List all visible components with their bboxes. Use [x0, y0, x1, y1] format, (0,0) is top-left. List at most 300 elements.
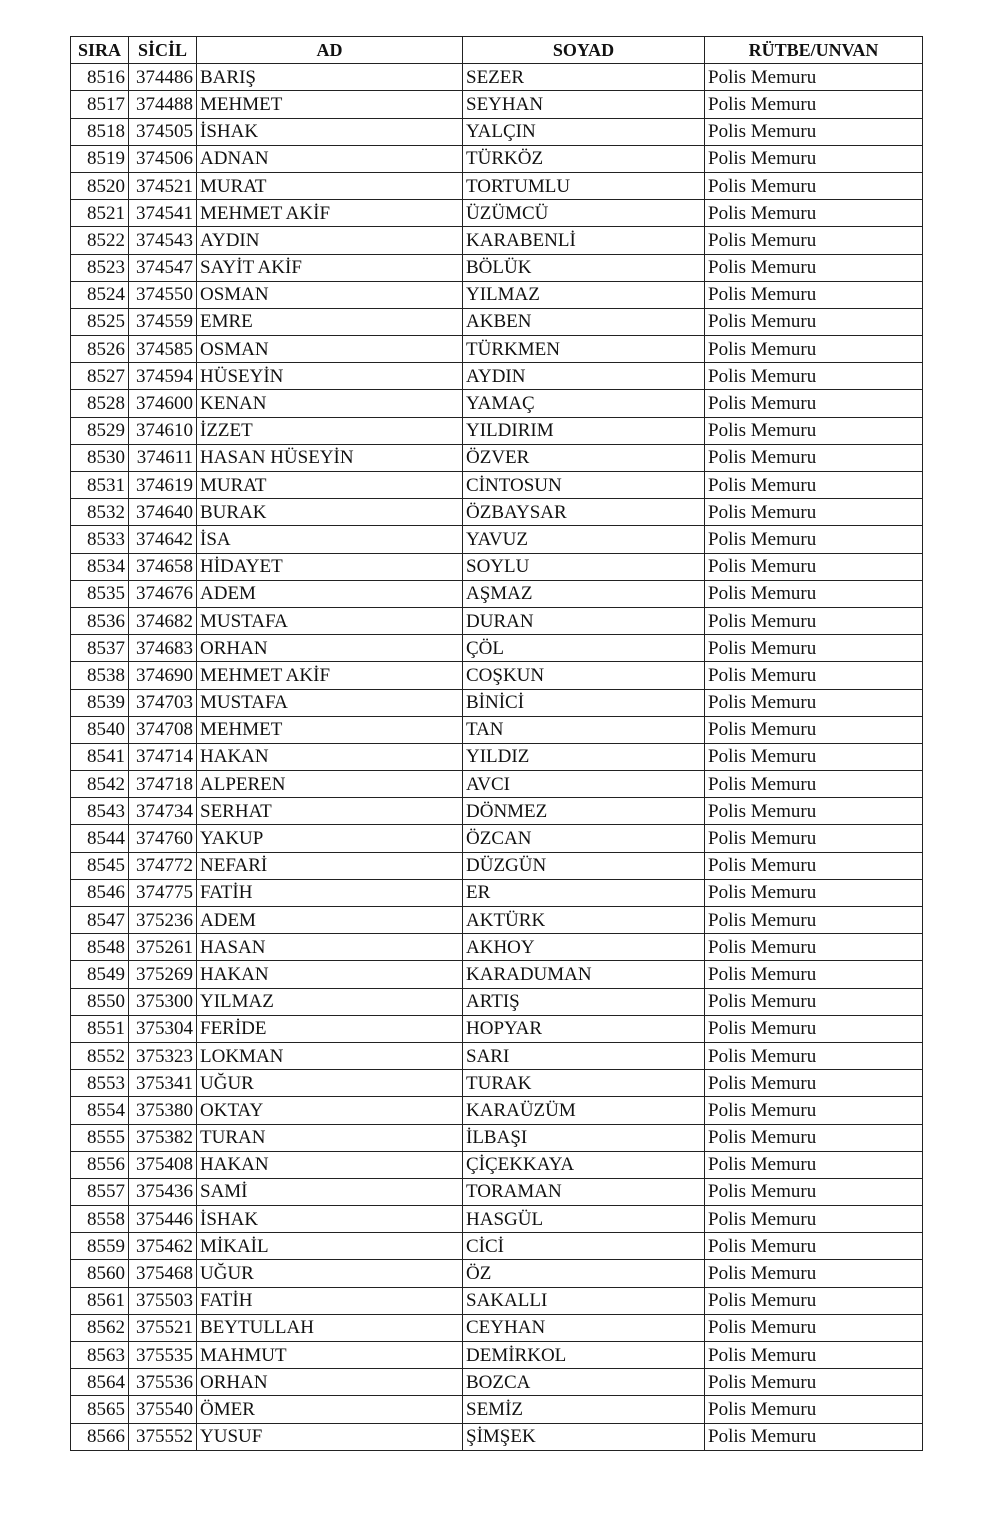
cell-sicil: 374775 — [129, 879, 197, 906]
cell-sicil: 375261 — [129, 934, 197, 961]
cell-soyad: YAMAÇ — [463, 390, 705, 417]
cell-soyad: YILDIZ — [463, 743, 705, 770]
cell-rutbe: Polis Memuru — [705, 662, 923, 689]
cell-rutbe: Polis Memuru — [705, 580, 923, 607]
cell-sicil: 374486 — [129, 64, 197, 91]
cell-rutbe: Polis Memuru — [705, 1015, 923, 1042]
cell-sicil: 375236 — [129, 907, 197, 934]
cell-soyad: AKTÜRK — [463, 907, 705, 934]
cell-soyad: YALÇIN — [463, 118, 705, 145]
cell-ad: BEYTULLAH — [197, 1314, 463, 1341]
table-row — [71, 879, 923, 906]
cell-soyad: DÜZGÜN — [463, 852, 705, 879]
cell-sicil: 374611 — [129, 444, 197, 471]
cell-sira: 8523 — [71, 254, 129, 281]
cell-rutbe: Polis Memuru — [705, 771, 923, 798]
cell-ad: MUSTAFA — [197, 607, 463, 634]
cell-ad: MURAT — [197, 172, 463, 199]
cell-sicil: 375323 — [129, 1042, 197, 1069]
cell-rutbe: Polis Memuru — [705, 1287, 923, 1314]
table-row — [71, 689, 923, 716]
table-row — [71, 1124, 923, 1151]
table-row — [71, 907, 923, 934]
header-ad: AD — [197, 37, 463, 64]
cell-sicil: 374772 — [129, 852, 197, 879]
cell-soyad: YAVUZ — [463, 526, 705, 553]
cell-sira: 8516 — [71, 64, 129, 91]
table-header — [71, 37, 923, 64]
cell-ad: İZZET — [197, 417, 463, 444]
cell-soyad: KARADUMAN — [463, 961, 705, 988]
cell-ad: HİDAYET — [197, 553, 463, 580]
cell-soyad: ÇÖL — [463, 635, 705, 662]
cell-ad: MEHMET AKİF — [197, 662, 463, 689]
cell-ad: ORHAN — [197, 635, 463, 662]
table-row — [71, 336, 923, 363]
cell-rutbe: Polis Memuru — [705, 1124, 923, 1151]
cell-soyad: CİNTOSUN — [463, 472, 705, 499]
table-row — [71, 499, 923, 526]
cell-rutbe: Polis Memuru — [705, 499, 923, 526]
cell-sicil: 375446 — [129, 1206, 197, 1233]
cell-sicil: 374734 — [129, 798, 197, 825]
cell-soyad: ÇİÇEKKAYA — [463, 1151, 705, 1178]
table-row — [71, 390, 923, 417]
cell-rutbe: Polis Memuru — [705, 1260, 923, 1287]
cell-rutbe: Polis Memuru — [705, 172, 923, 199]
cell-ad: HAKAN — [197, 1151, 463, 1178]
header-soyad: SOYAD — [463, 37, 705, 64]
cell-rutbe: Polis Memuru — [705, 1070, 923, 1097]
cell-ad: ALPEREN — [197, 771, 463, 798]
cell-sicil: 375382 — [129, 1124, 197, 1151]
cell-sira: 8538 — [71, 662, 129, 689]
cell-rutbe: Polis Memuru — [705, 1396, 923, 1423]
cell-sicil: 375468 — [129, 1260, 197, 1287]
cell-sicil: 375521 — [129, 1314, 197, 1341]
cell-rutbe: Polis Memuru — [705, 1097, 923, 1124]
table-row — [71, 1178, 923, 1205]
cell-sira: 8528 — [71, 390, 129, 417]
cell-sira: 8541 — [71, 743, 129, 770]
cell-sira: 8562 — [71, 1314, 129, 1341]
table-row — [71, 1369, 923, 1396]
cell-soyad: ARTIŞ — [463, 988, 705, 1015]
cell-sira: 8532 — [71, 499, 129, 526]
table-row — [71, 961, 923, 988]
cell-sicil: 375269 — [129, 961, 197, 988]
cell-rutbe: Polis Memuru — [705, 472, 923, 499]
cell-sira: 8536 — [71, 607, 129, 634]
cell-rutbe: Polis Memuru — [705, 308, 923, 335]
cell-ad: HASAN HÜSEYİN — [197, 444, 463, 471]
cell-rutbe: Polis Memuru — [705, 118, 923, 145]
cell-rutbe: Polis Memuru — [705, 1151, 923, 1178]
cell-sicil: 375436 — [129, 1178, 197, 1205]
cell-ad: İSHAK — [197, 1206, 463, 1233]
cell-sira: 8518 — [71, 118, 129, 145]
table-row — [71, 607, 923, 634]
cell-rutbe: Polis Memuru — [705, 743, 923, 770]
cell-ad: ADEM — [197, 580, 463, 607]
cell-soyad: ÖZBAYSAR — [463, 499, 705, 526]
table-row — [71, 1260, 923, 1287]
cell-sicil: 374619 — [129, 472, 197, 499]
cell-soyad: TAN — [463, 716, 705, 743]
cell-sicil: 374488 — [129, 91, 197, 118]
cell-soyad: HASGÜL — [463, 1206, 705, 1233]
cell-ad: SERHAT — [197, 798, 463, 825]
cell-ad: ÖMER — [197, 1396, 463, 1423]
cell-sira: 8524 — [71, 281, 129, 308]
table-row — [71, 1042, 923, 1069]
cell-sira: 8531 — [71, 472, 129, 499]
table-row — [71, 145, 923, 172]
cell-sicil: 374658 — [129, 553, 197, 580]
header-sira: SIRA — [71, 37, 129, 64]
cell-ad: MEHMET — [197, 91, 463, 118]
cell-sira: 8554 — [71, 1097, 129, 1124]
cell-rutbe: Polis Memuru — [705, 390, 923, 417]
cell-ad: MEHMET — [197, 716, 463, 743]
cell-soyad: ÜZÜMCÜ — [463, 200, 705, 227]
table-row — [71, 417, 923, 444]
table-row — [71, 526, 923, 553]
cell-soyad: SEMİZ — [463, 1396, 705, 1423]
cell-sicil: 374708 — [129, 716, 197, 743]
cell-sira: 8560 — [71, 1260, 129, 1287]
cell-rutbe: Polis Memuru — [705, 689, 923, 716]
cell-sira: 8544 — [71, 825, 129, 852]
cell-soyad: BİNİCİ — [463, 689, 705, 716]
cell-ad: MİKAİL — [197, 1233, 463, 1260]
cell-sicil: 374676 — [129, 580, 197, 607]
cell-sira: 8529 — [71, 417, 129, 444]
cell-sira: 8534 — [71, 553, 129, 580]
table-row — [71, 1314, 923, 1341]
cell-sicil: 374682 — [129, 607, 197, 634]
cell-soyad: BÖLÜK — [463, 254, 705, 281]
cell-ad: YAKUP — [197, 825, 463, 852]
table-row — [71, 580, 923, 607]
cell-soyad: BOZCA — [463, 1369, 705, 1396]
cell-rutbe: Polis Memuru — [705, 526, 923, 553]
cell-ad: UĞUR — [197, 1070, 463, 1097]
cell-sicil: 374550 — [129, 281, 197, 308]
cell-rutbe: Polis Memuru — [705, 417, 923, 444]
cell-sira: 8543 — [71, 798, 129, 825]
cell-soyad: HOPYAR — [463, 1015, 705, 1042]
cell-ad: FATİH — [197, 879, 463, 906]
cell-rutbe: Polis Memuru — [705, 825, 923, 852]
cell-soyad: TORTUMLU — [463, 172, 705, 199]
cell-sicil: 374690 — [129, 662, 197, 689]
table-row — [71, 200, 923, 227]
cell-sira: 8566 — [71, 1423, 129, 1450]
header-row — [71, 37, 923, 64]
cell-sicil: 374594 — [129, 363, 197, 390]
cell-rutbe: Polis Memuru — [705, 716, 923, 743]
cell-rutbe: Polis Memuru — [705, 607, 923, 634]
cell-sira: 8564 — [71, 1369, 129, 1396]
cell-sira: 8557 — [71, 1178, 129, 1205]
cell-ad: YUSUF — [197, 1423, 463, 1450]
cell-sicil: 375462 — [129, 1233, 197, 1260]
table-row — [71, 1206, 923, 1233]
cell-sira: 8535 — [71, 580, 129, 607]
cell-ad: TURAN — [197, 1124, 463, 1151]
cell-soyad: AKBEN — [463, 308, 705, 335]
cell-soyad: SOYLU — [463, 553, 705, 580]
cell-soyad: YILMAZ — [463, 281, 705, 308]
cell-rutbe: Polis Memuru — [705, 336, 923, 363]
cell-soyad: DÖNMEZ — [463, 798, 705, 825]
cell-sira: 8539 — [71, 689, 129, 716]
cell-rutbe: Polis Memuru — [705, 145, 923, 172]
cell-soyad: CİCİ — [463, 1233, 705, 1260]
table-row — [71, 798, 923, 825]
cell-sira: 8558 — [71, 1206, 129, 1233]
cell-soyad: TÜRKMEN — [463, 336, 705, 363]
cell-sicil: 374703 — [129, 689, 197, 716]
table-row — [71, 308, 923, 335]
cell-soyad: ER — [463, 879, 705, 906]
table-row — [71, 934, 923, 961]
cell-sira: 8550 — [71, 988, 129, 1015]
cell-sicil: 374642 — [129, 526, 197, 553]
cell-ad: İSA — [197, 526, 463, 553]
table-row — [71, 1097, 923, 1124]
cell-soyad: AKHOY — [463, 934, 705, 961]
cell-ad: YILMAZ — [197, 988, 463, 1015]
cell-ad: ORHAN — [197, 1369, 463, 1396]
table-row — [71, 1423, 923, 1450]
table-row — [71, 254, 923, 281]
cell-rutbe: Polis Memuru — [705, 934, 923, 961]
cell-sicil: 374600 — [129, 390, 197, 417]
cell-sira: 8556 — [71, 1151, 129, 1178]
cell-soyad: ÖZVER — [463, 444, 705, 471]
cell-ad: EMRE — [197, 308, 463, 335]
cell-sira: 8552 — [71, 1042, 129, 1069]
cell-rutbe: Polis Memuru — [705, 1423, 923, 1450]
cell-sicil: 374543 — [129, 227, 197, 254]
table-row — [71, 363, 923, 390]
cell-rutbe: Polis Memuru — [705, 227, 923, 254]
cell-ad: MUSTAFA — [197, 689, 463, 716]
cell-sira: 8530 — [71, 444, 129, 471]
cell-soyad: KARABENLİ — [463, 227, 705, 254]
cell-soyad: ÖZ — [463, 1260, 705, 1287]
table-row — [71, 1342, 923, 1369]
cell-sicil: 375304 — [129, 1015, 197, 1042]
cell-rutbe: Polis Memuru — [705, 200, 923, 227]
personnel-table — [70, 36, 923, 1451]
table-row — [71, 227, 923, 254]
cell-sicil: 374714 — [129, 743, 197, 770]
cell-ad: HAKAN — [197, 743, 463, 770]
cell-sira: 8520 — [71, 172, 129, 199]
table-row — [71, 553, 923, 580]
table-row — [71, 662, 923, 689]
cell-sira: 8542 — [71, 771, 129, 798]
cell-soyad: ÖZCAN — [463, 825, 705, 852]
cell-ad: KENAN — [197, 390, 463, 417]
cell-sicil: 375552 — [129, 1423, 197, 1450]
table-row — [71, 1233, 923, 1260]
cell-soyad: İLBAŞI — [463, 1124, 705, 1151]
cell-ad: BARIŞ — [197, 64, 463, 91]
cell-soyad: CEYHAN — [463, 1314, 705, 1341]
cell-soyad: COŞKUN — [463, 662, 705, 689]
table-row — [71, 444, 923, 471]
cell-ad: İSHAK — [197, 118, 463, 145]
cell-sicil: 375540 — [129, 1396, 197, 1423]
cell-sicil: 375300 — [129, 988, 197, 1015]
cell-ad: HÜSEYİN — [197, 363, 463, 390]
cell-sira: 8545 — [71, 852, 129, 879]
table-row — [71, 1151, 923, 1178]
table-row — [71, 825, 923, 852]
cell-sira: 8526 — [71, 336, 129, 363]
cell-sicil: 375341 — [129, 1070, 197, 1097]
cell-ad: HAKAN — [197, 961, 463, 988]
cell-sicil: 374559 — [129, 308, 197, 335]
cell-rutbe: Polis Memuru — [705, 1233, 923, 1260]
table-row — [71, 472, 923, 499]
cell-sira: 8548 — [71, 934, 129, 961]
cell-rutbe: Polis Memuru — [705, 1314, 923, 1341]
cell-ad: FERİDE — [197, 1015, 463, 1042]
cell-soyad: KARAÜZÜM — [463, 1097, 705, 1124]
cell-sira: 8563 — [71, 1342, 129, 1369]
cell-soyad: ŞİMŞEK — [463, 1423, 705, 1450]
cell-ad: FATİH — [197, 1287, 463, 1314]
cell-sira: 8553 — [71, 1070, 129, 1097]
cell-sira: 8555 — [71, 1124, 129, 1151]
cell-sicil: 374640 — [129, 499, 197, 526]
cell-sicil: 374505 — [129, 118, 197, 145]
cell-ad: OSMAN — [197, 281, 463, 308]
cell-soyad: SARI — [463, 1042, 705, 1069]
table-row — [71, 172, 923, 199]
header-sicil: SİCİL — [129, 37, 197, 64]
cell-sicil: 374718 — [129, 771, 197, 798]
cell-ad: BURAK — [197, 499, 463, 526]
cell-rutbe: Polis Memuru — [705, 1042, 923, 1069]
cell-sira: 8565 — [71, 1396, 129, 1423]
cell-sicil: 374610 — [129, 417, 197, 444]
cell-rutbe: Polis Memuru — [705, 1206, 923, 1233]
cell-sira: 8549 — [71, 961, 129, 988]
cell-ad: OSMAN — [197, 336, 463, 363]
cell-sira: 8519 — [71, 145, 129, 172]
cell-sicil: 374521 — [129, 172, 197, 199]
cell-ad: AYDIN — [197, 227, 463, 254]
table-row — [71, 1396, 923, 1423]
cell-rutbe: Polis Memuru — [705, 254, 923, 281]
table-row — [71, 1070, 923, 1097]
cell-sira: 8527 — [71, 363, 129, 390]
cell-ad: ADNAN — [197, 145, 463, 172]
cell-ad: MEHMET AKİF — [197, 200, 463, 227]
cell-soyad: DEMİRKOL — [463, 1342, 705, 1369]
cell-sicil: 374683 — [129, 635, 197, 662]
cell-sicil: 374541 — [129, 200, 197, 227]
cell-sira: 8537 — [71, 635, 129, 662]
header-rutbe: RÜTBE/UNVAN — [705, 37, 923, 64]
cell-rutbe: Polis Memuru — [705, 635, 923, 662]
cell-rutbe: Polis Memuru — [705, 1369, 923, 1396]
cell-rutbe: Polis Memuru — [705, 798, 923, 825]
cell-rutbe: Polis Memuru — [705, 852, 923, 879]
table-body — [71, 64, 923, 1451]
cell-sira: 8547 — [71, 907, 129, 934]
cell-ad: HASAN — [197, 934, 463, 961]
cell-rutbe: Polis Memuru — [705, 64, 923, 91]
cell-rutbe: Polis Memuru — [705, 988, 923, 1015]
table-row — [71, 118, 923, 145]
cell-rutbe: Polis Memuru — [705, 281, 923, 308]
cell-soyad: YILDIRIM — [463, 417, 705, 444]
cell-ad: UĞUR — [197, 1260, 463, 1287]
cell-sira: 8551 — [71, 1015, 129, 1042]
cell-sira: 8525 — [71, 308, 129, 335]
cell-sira: 8561 — [71, 1287, 129, 1314]
cell-sira: 8522 — [71, 227, 129, 254]
cell-ad: MURAT — [197, 472, 463, 499]
cell-sira: 8559 — [71, 1233, 129, 1260]
cell-soyad: TORAMAN — [463, 1178, 705, 1205]
cell-rutbe: Polis Memuru — [705, 553, 923, 580]
table-row — [71, 64, 923, 91]
cell-ad: LOKMAN — [197, 1042, 463, 1069]
cell-ad: OKTAY — [197, 1097, 463, 1124]
cell-ad: SAYİT AKİF — [197, 254, 463, 281]
cell-rutbe: Polis Memuru — [705, 907, 923, 934]
cell-rutbe: Polis Memuru — [705, 363, 923, 390]
cell-rutbe: Polis Memuru — [705, 91, 923, 118]
cell-ad: SAMİ — [197, 1178, 463, 1205]
cell-soyad: AVCI — [463, 771, 705, 798]
cell-sicil: 375535 — [129, 1342, 197, 1369]
cell-sicil: 375408 — [129, 1151, 197, 1178]
cell-sira: 8521 — [71, 200, 129, 227]
cell-rutbe: Polis Memuru — [705, 1342, 923, 1369]
cell-soyad: TÜRKÖZ — [463, 145, 705, 172]
cell-rutbe: Polis Memuru — [705, 1178, 923, 1205]
cell-soyad: DURAN — [463, 607, 705, 634]
table-row — [71, 988, 923, 1015]
cell-soyad: SEYHAN — [463, 91, 705, 118]
table-row — [71, 281, 923, 308]
table-row — [71, 91, 923, 118]
cell-soyad: SAKALLI — [463, 1287, 705, 1314]
cell-ad: NEFARİ — [197, 852, 463, 879]
cell-sicil: 374547 — [129, 254, 197, 281]
cell-soyad: SEZER — [463, 64, 705, 91]
cell-sicil: 374585 — [129, 336, 197, 363]
cell-sira: 8533 — [71, 526, 129, 553]
cell-sicil: 374506 — [129, 145, 197, 172]
table-row — [71, 852, 923, 879]
cell-ad: MAHMUT — [197, 1342, 463, 1369]
table-row — [71, 743, 923, 770]
cell-sicil: 374760 — [129, 825, 197, 852]
cell-sicil: 375536 — [129, 1369, 197, 1396]
table-row — [71, 771, 923, 798]
cell-soyad: AŞMAZ — [463, 580, 705, 607]
